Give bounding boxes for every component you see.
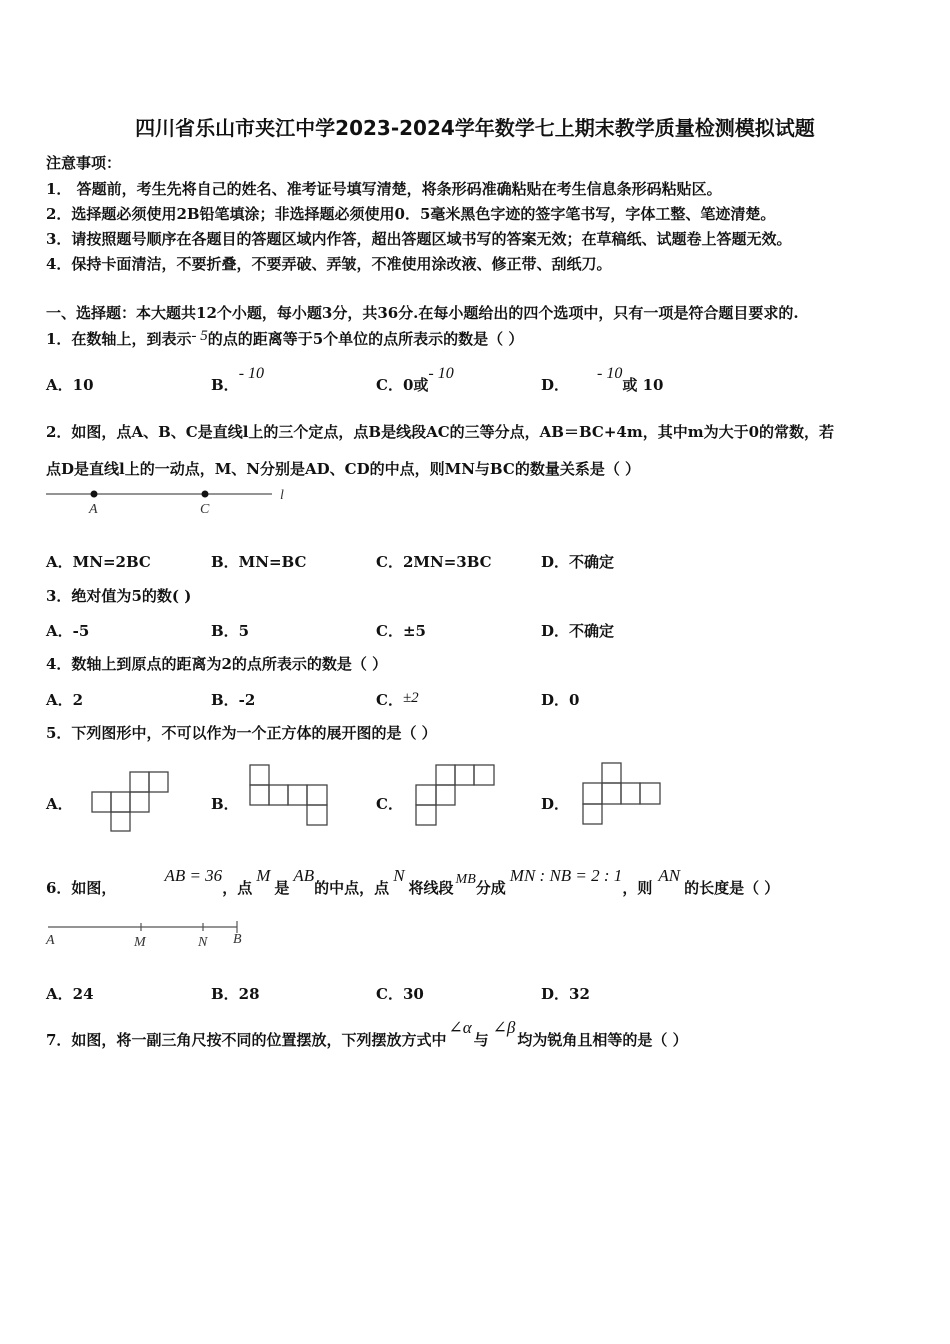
q7-math-beta: ∠β <box>492 1018 516 1037</box>
q2-option-b[interactable]: B．MN=BC <box>211 553 307 571</box>
q5-option-b-label[interactable]: B． <box>211 795 239 813</box>
q2-option-c[interactable]: C．2MN=3BC <box>376 553 492 571</box>
q7-text-1: 7．如图，将一副三角尺按不同的位置摆放，下列摆放方式中 <box>46 1031 447 1049</box>
q4-option-b[interactable]: B．-2 <box>211 691 256 709</box>
q1-text-post: 的点的距离等于5个单位的点所表示的数是（ ） <box>207 330 524 348</box>
q6-text-1: 6．如图， <box>46 879 117 897</box>
q6-option-a[interactable]: A．24 <box>46 985 94 1003</box>
q6-math-ab: AB <box>293 866 315 885</box>
q1-option-d-label: D． <box>541 376 570 394</box>
q1-option-d-math: - 10 <box>597 365 623 382</box>
q6-text-5: 将线段 <box>408 879 454 897</box>
q6-text-6: 分成 <box>475 879 506 897</box>
q6-math-m: M <box>256 866 271 885</box>
q1-option-c-math: - 10 <box>428 365 454 382</box>
q1-option-b-math: - 10 <box>238 365 265 382</box>
question-2-stem-line1: 2．如图，点A、B、C是直线l上的三个定点，点B是线段AC的三等分点，AB＝BC+4m，其中m为大于0的常数，若 <box>46 423 835 441</box>
question-7-stem <box>46 1018 688 1050</box>
q3-option-b[interactable]: B．5 <box>211 622 250 640</box>
q5-option-c-label[interactable]: C． <box>376 795 403 813</box>
q6-math-n: N <box>393 866 405 885</box>
q4-option-a[interactable]: A．2 <box>46 691 84 709</box>
q6-text-2: ，点 <box>222 879 253 897</box>
section-heading: 一、选择题：本大题共12个小题，每小题3分，共36分.在每小题给出的四个选项中，只有一项是符合题目要求的. <box>46 304 799 322</box>
notice-item: 4．保持卡面清洁，不要折叠，不要弄破、弄皱，不准使用涂改液、修正带、刮纸刀。 <box>46 255 612 273</box>
notice-item: 3．请按照题号顺序在各题目的答题区域内作答，超出答题区域书写的答案无效；在草稿纸、试题卷上答题无效。 <box>46 230 792 248</box>
q6-math-ratio: MN : NB = 2 : 1 <box>509 866 623 885</box>
notice-item: 2．选择题必须使用2B铅笔填涂；非选择题必须使用0．5毫米黑色字迹的签字笔书写，字体工整、笔迹清楚。 <box>46 205 776 223</box>
q7-text-3: 均为锐角且相等的是（ ） <box>517 1031 688 1049</box>
q1-text-pre: 1．在数轴上，到表示 <box>46 330 192 348</box>
q6-option-d[interactable]: D．32 <box>541 985 590 1003</box>
q2-option-d[interactable]: D．不确定 <box>541 553 615 571</box>
q7-math-alpha: ∠α <box>448 1018 472 1037</box>
q5-option-d-label[interactable]: D． <box>541 795 570 813</box>
q1-option-d-post: 或 10 <box>622 376 664 394</box>
notice-item: 1． 答题前，考生先将自己的姓名、准考证号填写清楚，将条形码准确粘贴在考生信息条形码粘贴区。 <box>46 180 722 198</box>
q4-option-d[interactable]: D．0 <box>541 691 580 709</box>
q6-label-a: A <box>46 933 55 948</box>
question-2-stem-line2: 点D是直线l上的一动点，M、N分别是AD、CD的中点，则MN与BC的数量关系是（ ） <box>46 460 641 478</box>
q6-math-ab36: AB = 36 <box>164 866 223 885</box>
q6-math-mb: MB <box>455 872 476 887</box>
q6-text-8: 的长度是（ ） <box>684 879 780 897</box>
q5-option-a-label[interactable]: A． <box>46 795 73 813</box>
q6-math-an: AN <box>658 866 681 885</box>
q6-label-b: B <box>233 932 242 947</box>
q6-label-n: N <box>198 935 208 950</box>
q6-text-7: ，则 <box>622 879 653 897</box>
q6-text-4: 的中点，点 <box>314 879 390 897</box>
q1-math: - 5 <box>191 328 208 344</box>
q6-option-c[interactable]: C．30 <box>376 985 424 1003</box>
q2-option-a[interactable]: A．MN=2BC <box>46 553 151 571</box>
q1-option-b-label: B． <box>211 376 239 394</box>
q7-text-2: 与 <box>473 1031 489 1049</box>
q4-option-c-math: ±2 <box>402 690 419 706</box>
q3-option-c[interactable]: C．±5 <box>376 622 426 640</box>
notice-heading: 注意事项： <box>46 154 122 172</box>
q1-option-a[interactable]: A．10 <box>46 376 94 394</box>
q2-label-a: A <box>89 502 98 517</box>
q4-option-c-label: C． <box>376 691 403 709</box>
q3-option-d[interactable]: D．不确定 <box>541 622 615 640</box>
q6-option-b[interactable]: B．28 <box>211 985 260 1003</box>
q6-label-m: M <box>134 935 146 950</box>
q1-option-c-label: C．0或 <box>376 376 429 394</box>
question-5-stem: 5．下列图形中，不可以作为一个正方体的展开图的是（ ） <box>46 724 437 742</box>
page-title: 四川省乐山市夹江中学2023-2024学年数学七上期末教学质量检测模拟试题 <box>135 116 815 140</box>
question-3-stem: 3．绝对值为5的数( ) <box>46 587 192 605</box>
question-4-stem: 4．数轴上到原点的距离为2的点所表示的数是（ ） <box>46 655 388 673</box>
q2-label-c: C <box>200 502 210 517</box>
q2-label-l: l <box>280 488 284 503</box>
q3-option-a[interactable]: A．-5 <box>46 622 90 640</box>
q6-text-3: 是 <box>274 879 290 897</box>
